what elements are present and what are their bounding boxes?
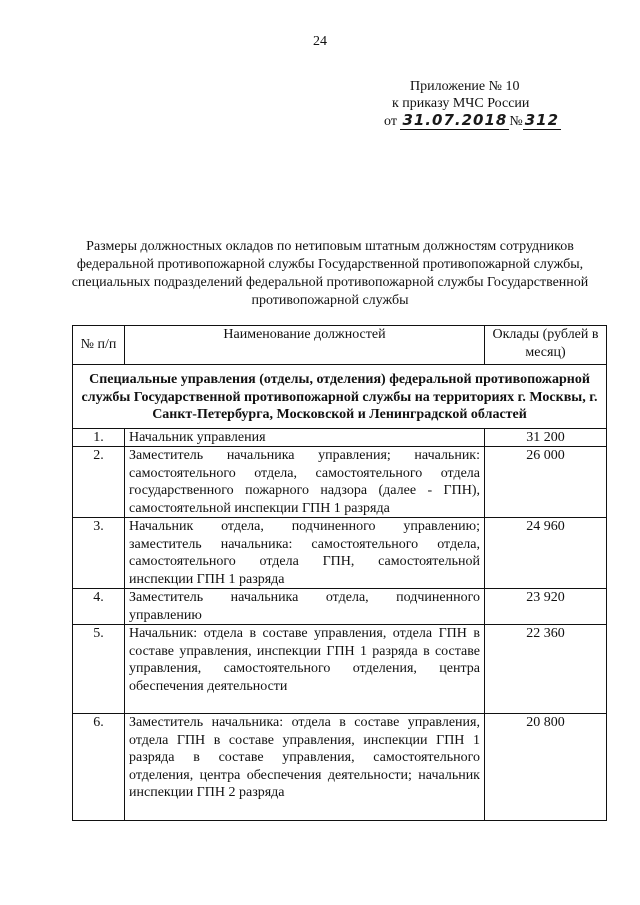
- row-salary: 26 000: [485, 447, 607, 518]
- salary-table: [72, 325, 607, 821]
- row-spacer: [129, 802, 480, 820]
- appendix-number-sign: №: [509, 114, 523, 129]
- table-row: [73, 518, 607, 589]
- row-salary: 31 200: [485, 428, 607, 447]
- row-number: 3.: [73, 518, 125, 589]
- row-position-name: [125, 714, 485, 821]
- row-salary: 20 800: [485, 714, 607, 821]
- table-row: [73, 625, 607, 714]
- row-number: 6.: [73, 714, 125, 821]
- appendix-date-handwritten: 31.07.2018: [402, 111, 508, 129]
- appendix-title: Приложение № 10: [410, 79, 520, 94]
- appendix-order-number-handwritten: 312: [524, 111, 560, 129]
- appendix-date-line: [384, 112, 584, 130]
- row-number: 2.: [73, 447, 125, 518]
- table-row: [73, 428, 607, 447]
- table-row: [73, 589, 607, 625]
- row-position-text: Заместитель начальника: отдела в составе управления, отдела ГПН в составе управления, инспекции ГПН 1 разряда в составе управления, самостоятельного отделения, центра обеспечения деятельности; начальник инспекции ГПН 2 разряда: [129, 715, 480, 800]
- row-position-name: Заместитель начальника управления; начальник: самостоятельного отдела, самостоятельного отдела государственного пожарного надзора (далее - ГПН), самостоятельной инспекции ГПН 1 разряда: [125, 447, 485, 518]
- row-position-name: Начальник управления: [125, 428, 485, 447]
- row-position-name: [125, 625, 485, 714]
- header-number: № п/п: [73, 326, 125, 365]
- header-salary: Оклады (рублей в месяц): [485, 326, 607, 365]
- row-salary: 24 960: [485, 518, 607, 589]
- row-spacer: [129, 695, 480, 713]
- header-position-name: Наименование должностей: [125, 326, 485, 365]
- row-position-text: Начальник: отдела в составе управления, отдела ГПН в составе управления, инспекции ГПН 1 разряда в составе управления, самостоятельного отделения, центра обеспечения деятельности: [129, 626, 480, 694]
- section-row: [73, 365, 607, 429]
- section-title: Специальные управления (отделы, отделения) федеральной противопожарной службы Государственной противопожарной службы на территориях г. Москвы, г. Санкт-Петербурга, Московской и Ленинградской областей: [73, 365, 607, 429]
- table-row: [73, 714, 607, 821]
- row-salary: 22 360: [485, 625, 607, 714]
- appendix-block: [384, 78, 584, 130]
- row-number: 5.: [73, 625, 125, 714]
- document-title: Размеры должностных окладов по нетиповым штатным должностям сотрудников федеральной противопожарной службы Государственной противопожарной службы, специальных подразделений федеральной противопожарной службы Государственной противопожарной службы: [71, 239, 589, 308]
- row-salary: 23 920: [485, 589, 607, 625]
- table-header-row: [73, 326, 607, 365]
- row-position-name: Заместитель начальника отдела, подчиненного управлению: [125, 589, 485, 625]
- page-number: 24: [313, 34, 327, 49]
- row-position-name: Начальник отдела, подчиненного управлению; заместитель начальника: самостоятельного отдела, самостоятельного отдела ГПН, самостоятельной инспекции ГПН 1 разряда: [125, 518, 485, 589]
- row-number: 1.: [73, 428, 125, 447]
- appendix-date-prefix: от: [384, 114, 397, 129]
- table-row: [73, 447, 607, 518]
- appendix-order-ref: к приказу МЧС России: [392, 96, 530, 111]
- row-number: 4.: [73, 589, 125, 625]
